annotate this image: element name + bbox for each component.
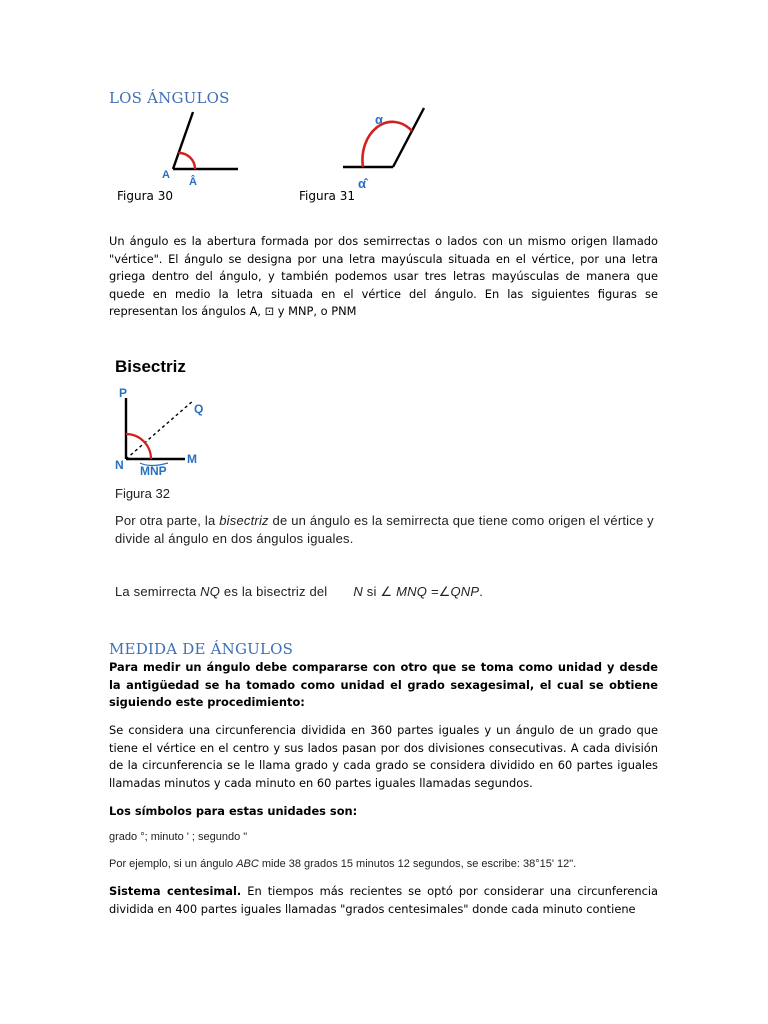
figure-32-caption: Figura 32 [115,486,170,501]
centesimal-paragraph [109,883,658,918]
example-line [109,858,576,870]
figure-31-caption: Figura 31 [299,189,355,203]
section-title-medida-de-angulos: MEDIDA DE ÁNGULOS [109,640,294,658]
fig31-alpha-bottom: α̂ [358,176,366,191]
measure-intro-paragraph: Para medir un ángulo debe compararse con otro que se toma como unidad y desde la antigüedad se ha tomado como unidad el grado sexagesimal, el cual se obtiene siguiendo este procedimiento: [109,660,658,710]
example-part-b: mide 38 grados 15 minutos 12 segundos, se escribe: 38°15' 12". [258,858,577,870]
statement-end: . [479,584,484,599]
fig31-ray-upper [393,108,424,167]
bisectriz-statement [115,583,675,601]
fig32-label-n: N [115,458,124,472]
fig32-label-mnp: MNP [140,464,167,478]
statement-nq: NQ [200,584,221,599]
fig31-alpha-top: α [375,112,383,127]
angle-symbol: ∠ [380,584,393,599]
centesimal-bold-lead: Sistema centesimal. [109,884,242,898]
statement-part-b: es la bisectriz del [220,584,328,599]
statement-part-a: La semirrecta [115,584,201,599]
sexagesimal-paragraph: Se considera una circunferencia dividida en 360 partes iguales y un ángulo de un grado que tiene el vértice en el centro y sus lados pasan por dos divisiones consecutivas. A cada división de la circunferencia se le llama grado y cada grado se considera dividido en 60 partes iguales llamadas minutos y cada minuto en 60 partes iguales llamadas segundos. [109,723,658,790]
statement-mnq: MNQ = [392,584,439,599]
statement-part-c: si [363,584,381,599]
figure-30-diagram [155,105,250,190]
bisectriz-text-after: de un ángulo es la semirrecta que tiene como origen el vértice y divide al ángulo en dos ángulos iguales. [115,513,654,546]
figure-31-diagram [335,100,435,195]
fig32-label-m: M [187,452,197,466]
fig32-label-q: Q [194,402,204,416]
section-title-los-angulos: LOS ÁNGULOS [109,89,230,107]
bisectriz-definition-paragraph [115,512,660,548]
symbols-heading: Los símbolos para estas unidades son: [109,804,358,818]
example-part-a: Por ejemplo, si un ángulo [109,858,237,870]
bisectriz-title: Bisectriz [115,357,186,376]
fig30-angle-arc [179,153,196,169]
statement-qnp: QNP [450,584,480,599]
fig32-label-p: P [119,386,128,400]
angle-symbol-2: ∠ [438,584,451,599]
bisectriz-italic-term: bisectriz [219,513,269,528]
example-abc: ABC [236,858,259,870]
figure-32-diagram [110,382,220,478]
fig30-angle-label: Â [189,176,197,188]
fig32-bisector-nq [126,400,194,459]
statement-n: N [353,584,363,599]
symbols-line: grado °; minuto ' ; segundo " [109,831,248,843]
bisectriz-text-before: Por otra parte, la [115,513,220,528]
centesimal-text: En tiempos más recientes se optó por considerar una circunferencia dividida en 400 partes iguales llamadas "grados centesimales" donde cada minuto contiene [109,884,658,916]
angle-definition-paragraph: Un ángulo es la abertura formada por dos semirrectas o lados con un mismo origen llamado "vértice". El ángulo se designa por una letra mayúscula situada en el vértice, por una letra griega dentro del ángulo, y también podemos usar tres letras mayúsculas de manera que quede en medio la letra situada en el vértice del ángulo. En las siguientes figuras se representan los ángulos A, ⊡ y MNP, o PNM [109,234,658,319]
fig30-vertex-label: A [162,169,170,181]
fig32-angle-arc [126,434,151,459]
fig30-ray-upper [173,112,193,169]
figure-30-caption: Figura 30 [117,189,173,203]
